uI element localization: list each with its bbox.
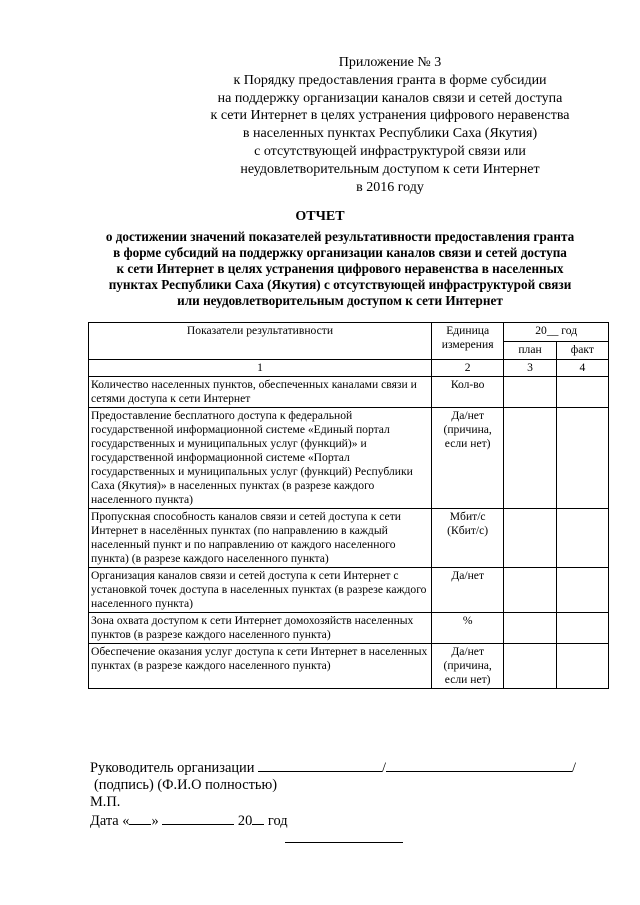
indicator-cell: Пропускная способность каналов связи и сетей доступа к сети Интернет в населённых пунктах (по направлению в каждый населенный пункт и по направлению от каждого населенного пункта) (в разрезе каждого населенного пункта) [89, 509, 432, 568]
date-mid: » [151, 813, 159, 829]
unit-cell: Да/нет (причина, если нет) [431, 408, 503, 509]
header-fact: факт [556, 341, 608, 360]
date-year: 20 [237, 813, 253, 829]
header-plan: план [504, 341, 556, 360]
plan-cell[interactable] [504, 408, 556, 509]
date-month-field[interactable] [162, 811, 234, 825]
bottom-rule [285, 842, 403, 843]
table-row [89, 568, 609, 613]
unit-cell: Да/нет (причина, если нет) [431, 644, 503, 689]
fact-cell[interactable] [556, 377, 608, 408]
table-row [89, 613, 609, 644]
date-line [90, 811, 620, 830]
unit-cell: Да/нет [431, 568, 503, 613]
fact-cell[interactable] [556, 509, 608, 568]
report-title: ОТЧЕТ [295, 209, 345, 224]
fact-cell[interactable] [556, 613, 608, 644]
indicators-table [88, 322, 609, 689]
appendix-line: в населенных пунктах Республики Саха (Якутия) [242, 126, 538, 142]
date-prefix: Дата « [90, 813, 130, 829]
plan-cell[interactable] [504, 644, 556, 689]
plan-cell[interactable] [504, 377, 556, 408]
indicator-cell: Обеспечение оказания услуг доступа к сети Интернет в населенных пунктах (в разрезе каждого населенного пункта) [89, 644, 432, 689]
indicator-cell: Предоставление бесплатного доступа к федеральной государственной информационной системе «Единый портал государственных и муниципальных услуг (функций)» и государственной информационной системе «Портал государственных и муниципальных услуг (функций) Республики Саха (Якутия)» в населенных пунктах (в разрезе каждого населенного пункта) [89, 408, 432, 509]
stamp-label: М.П. [90, 794, 121, 810]
appendix-line: Приложение № 3 [338, 55, 442, 70]
report-subtitle-line: о достижении значений показателей результативности предоставления гранта [105, 229, 575, 244]
signature-block [90, 758, 620, 830]
table-header-row [89, 323, 609, 342]
appendix-line: к Порядку предоставления гранта в форме субсидии [233, 72, 547, 88]
unit-cell: Кол-во [431, 377, 503, 408]
table-row [89, 644, 609, 689]
column-number: 3 [504, 360, 556, 377]
plan-cell[interactable] [504, 509, 556, 568]
plan-cell[interactable] [504, 613, 556, 644]
report-subtitle-line: или неудовлетворительным доступом к сети Интернет [177, 293, 503, 308]
report-subtitle-line: к сети Интернет в целях устранения цифрового неравенства в населенных [116, 261, 564, 276]
header-indicator: Показатели результативности [89, 323, 432, 360]
appendix-line: с отсутствующей инфраструктурой связи или [254, 143, 526, 159]
separator: / [382, 760, 387, 776]
fact-cell[interactable] [556, 408, 608, 509]
indicator-cell: Количество населенных пунктов, обеспеченных каналами связи и сетями доступа к сети Интернет [89, 377, 432, 408]
table-row [89, 408, 609, 509]
signature-field[interactable] [258, 758, 382, 772]
column-number: 1 [89, 360, 432, 377]
unit-cell: Мбит/с (Кбит/с) [431, 509, 503, 568]
column-number: 4 [556, 360, 608, 377]
table-row [89, 509, 609, 568]
fact-cell[interactable] [556, 644, 608, 689]
column-number: 2 [431, 360, 503, 377]
appendix-header [190, 54, 590, 196]
report-subtitle [70, 229, 610, 309]
appendix-line: на поддержку организации каналов связи и сетей доступа [217, 90, 563, 106]
header-year: 20__ год [504, 323, 609, 342]
appendix-line: в 2016 году [356, 179, 424, 195]
head-label: Руководитель организации [90, 760, 255, 776]
table-row [89, 377, 609, 408]
date-day-field[interactable] [129, 811, 151, 825]
fact-cell[interactable] [556, 568, 608, 613]
indicator-cell: Организация каналов связи и сетей доступа к сети Интернет с установкой точек доступа в населенных пунктах (в разрезе каждого населенного пункта) [89, 568, 432, 613]
indicator-cell: Зона охвата доступом к сети Интернет домохозяйств населенных пунктов (в разрезе каждого населенного пункта) [89, 613, 432, 644]
plan-cell[interactable] [504, 568, 556, 613]
date-year-field[interactable] [252, 811, 264, 825]
signature-caption: (подпись) (Ф.И.О полностью) [94, 777, 278, 793]
appendix-line: к сети Интернет в целях устранения цифрового неравенства [210, 108, 570, 124]
report-subtitle-line: пунктах Республики Саха (Якутия) с отсутствующей инфраструктурой связи [108, 277, 572, 292]
separator: / [572, 760, 577, 776]
report-subtitle-line: в форме субсидий на поддержку организации каналов связи и сетей доступа [113, 245, 567, 260]
head-signature-line [90, 758, 620, 777]
column-number-row [89, 360, 609, 377]
unit-cell: % [431, 613, 503, 644]
header-unit: Единица измерения [431, 323, 503, 360]
date-suffix: год [267, 813, 288, 829]
appendix-line: неудовлетворительным доступом к сети Интернет [240, 161, 540, 177]
full-name-field[interactable] [386, 758, 572, 772]
